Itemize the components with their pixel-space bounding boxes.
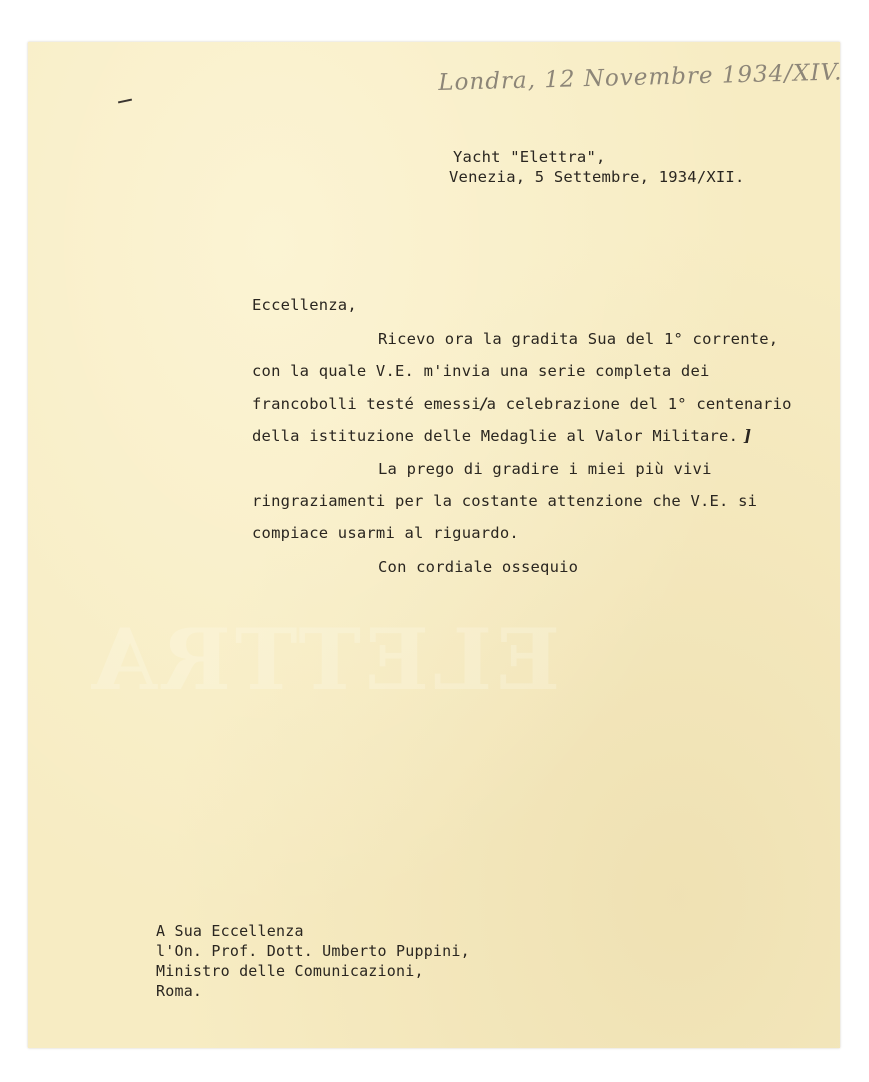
body-line-6: ringraziamenti per la costante attenzione che V.E. si: [252, 492, 758, 510]
letter-sheet: [28, 42, 843, 1048]
closing-line: Con cordiale ossequio: [378, 558, 579, 576]
watermark: ELETTRA: [88, 610, 561, 709]
header-place-date-line: Venezia, 5 Settembre, 1934/XII.: [449, 168, 745, 186]
handwritten-date-annotation: [438, 59, 843, 96]
body-line-5: La prego di gradire i miei più vivi: [378, 460, 712, 478]
recipient-line-3: Ministro delle Comunicazioni,: [156, 962, 424, 980]
correction-mark: /: [480, 394, 487, 413]
handwritten-date-text: Londra, 12 Novembre 1934/XIV.: [438, 59, 843, 96]
recipient-line-4: Roma.: [156, 982, 203, 1000]
body-line-1: Ricevo ora la gradita Sua del 1° corrente,: [378, 330, 779, 348]
salutation: Eccellenza,: [252, 296, 357, 314]
body-line-3: francobolli testé emessi/a celebrazione del 1° centenario: [252, 394, 792, 413]
header-yacht-line: Yacht "Elettra",: [453, 148, 606, 166]
body-line-2: con la quale V.E. m'invia una serie completa dei: [252, 362, 710, 380]
recipient-line-1: A Sua Eccellenza: [156, 922, 304, 940]
body-line-7: compiace usarmi al riguardo.: [252, 524, 519, 542]
body-line-4: della istituzione delle Medaglie al Valor Militare. ]: [252, 426, 752, 445]
correction-bracket: ]: [738, 426, 752, 445]
pen-mark: [118, 99, 132, 104]
recipient-line-2: l'On. Prof. Dott. Umberto Puppini,: [156, 942, 470, 960]
